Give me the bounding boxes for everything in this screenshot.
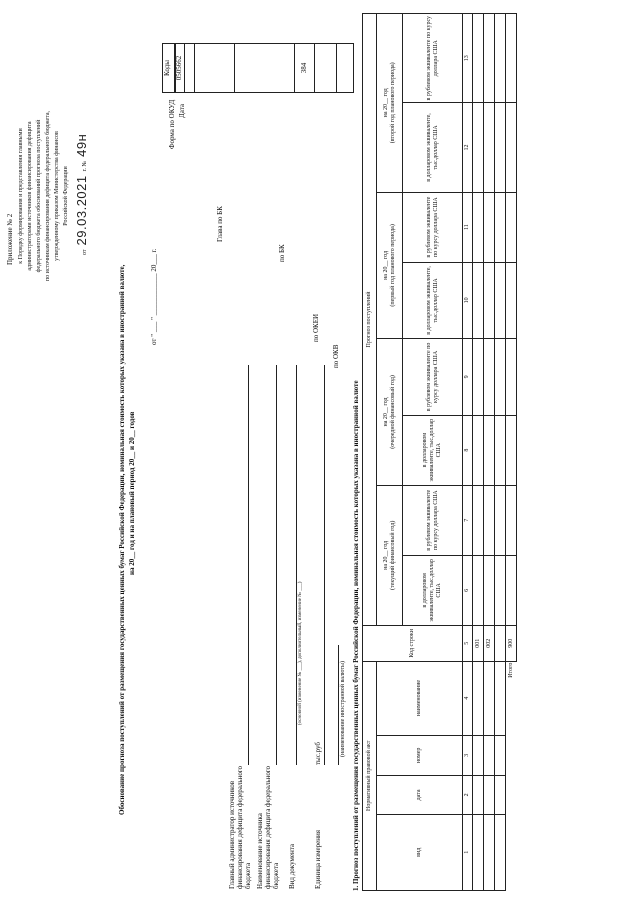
rub-header: в рублевом эквиваленте по курсу доллара США [403,14,463,103]
order-number-stamp: 49н [74,133,89,157]
appendix-text: к Порядку формирования и представления главными администраторами источников финансирования дефицита федерального бюджета обоснований прогноза поступлений по источникам финансирования дефицита федерального бюджета, утвержденному приказом Министерства финансов Российской Федерации [18,110,69,282]
document-title: Обоснование прогноза поступлений от размещения государственных ценных бумаг Российской Федерации, номинальная стоимость которых указана в иностранной валюте, [118,264,126,815]
unit-value: тыс.руб [314,742,322,765]
appendix-label: Приложение № 2 [6,213,14,265]
table-row [495,14,506,891]
usd-header: в долларовом эквиваленте, тыс.доллар США [403,262,463,338]
section-title: 1. Прогноз поступлений от размещения государственных ценных бумаг Российской Федерации, номинальная стоимость которых указана в иностранной валюте [352,380,360,891]
codes-row-label: по БК [278,244,286,262]
vid-header: вид [377,814,463,890]
usd-header: в долларовом эквиваленте, тыс.доллар США [403,415,463,485]
codes-row-label: Дата [178,104,186,118]
year2-header: на 20__ год (очередной финансовый год) [377,339,403,486]
rub-header: в рублевом эквиваленте по курсу доллара США [403,192,463,262]
year4-header: на 20__ год (второй год планового периода) [377,14,403,193]
year3-header: на 20__ год (первый год планового периода) [377,192,403,339]
admin-field-line [248,365,249,765]
codes-row-label: Форма по ОКУД [168,99,176,149]
admin-label: Главный администратор источников финансирования дефицита федерального бюджета [228,765,252,889]
codes-row-label: Глава по БК [216,206,224,242]
total-row: Итого 900 [506,14,517,891]
order-date-stamp: 29.03.2021 [74,175,89,246]
source-label: Наименование источника финансирования дефицита федерального бюджета [256,765,280,889]
npa-header: Нормативный правовой акт [363,661,377,890]
forecast-header: Прогноз поступлений [363,14,377,626]
data-header: дата [377,776,463,814]
document-date-line: от " ___ " ____________ 20___ г. [150,248,158,345]
codes-header: Коды [163,44,176,92]
source-field-line [276,365,277,765]
document-title-period: на 20__ год и на плановый период 20__ и 20__ годов [128,411,136,575]
currency-field-line [338,645,339,765]
codes-row-label: по ОКЕИ [312,313,320,342]
year1-header: на 20__ год (текущий финансовый год) [377,485,403,625]
doc-type-label: Вид документа [288,843,296,889]
nomer-header: номер [377,735,463,776]
order-line: от 29.03.2021 г. № 49н [74,133,89,255]
rub-header: в рублевом эквиваленте по курсу доллара США [403,339,463,415]
usd-header: в долларовом эквиваленте, тыс.доллар США [403,555,463,625]
table-row: 001 [473,14,484,891]
doc-type-hint: (основной (изменение № ___), дополнительный, изменение № ___) [298,581,303,725]
unit-field-line [324,365,325,765]
codes-values: 0505662 384 [174,43,337,93]
codes-row-label: по ОКВ [332,344,340,368]
currency-hint: (наименование иностранной валюты) [340,661,346,757]
unit-label: Единица измерения [314,830,322,889]
doc-type-field-line [296,365,297,765]
usd-header: в долларовом эквиваленте, тыс.доллар США [403,103,463,192]
naim-header: наименование [377,661,463,735]
rub-header: в рублевом эквиваленте по курсу доллара США [403,485,463,555]
forecast-table [362,13,517,891]
column-numbers-row: 1 2 3 4 5 6 7 8 9 10 11 12 13 [463,14,473,891]
table-row: 002 [484,14,495,891]
code-header: Код строки [363,625,463,661]
